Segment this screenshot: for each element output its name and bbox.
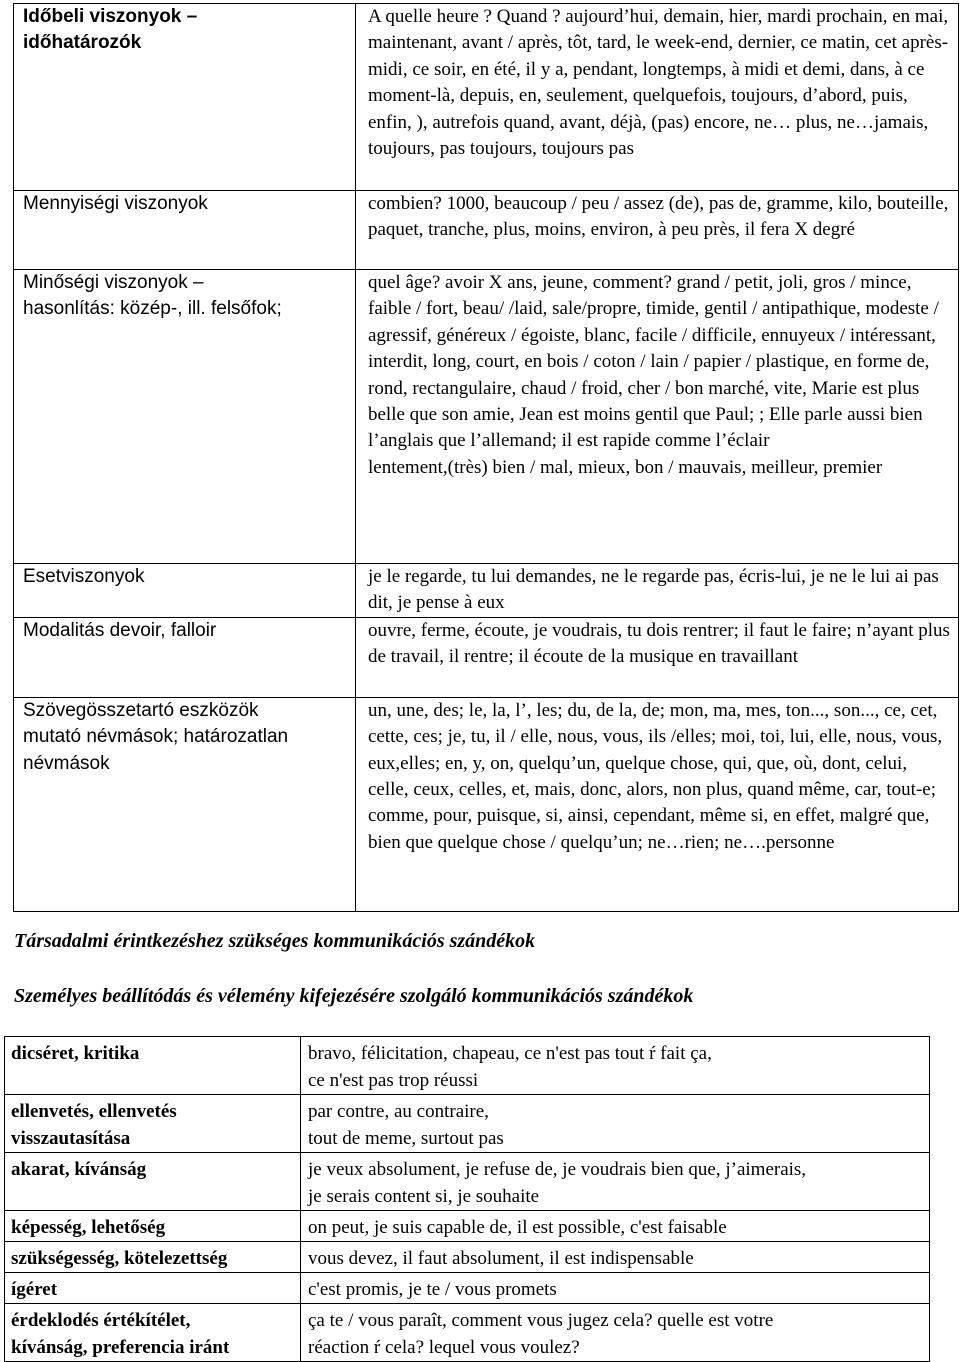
table-row bbox=[14, 697, 959, 911]
table-row bbox=[5, 1273, 930, 1304]
examples-text-extra: lentement,(très) bien / mal, mieux, bon / mauvais, meilleur, premier bbox=[368, 456, 883, 478]
table-row bbox=[14, 564, 959, 618]
examples-text: combien? 1000, beaucoup / peu / assez (de), pas de, gramme, kilo, bouteille, paquet, tranche, plus, moins, environ, à peu près, il fera X degré bbox=[368, 193, 949, 241]
intent-label: kívánság, preferencia iránt bbox=[11, 1337, 230, 1358]
category-label: Minőségi viszonyok – bbox=[23, 272, 204, 293]
intent-phrase: par contre, au contraire, bbox=[308, 1101, 489, 1122]
intent-label-cell bbox=[5, 1037, 301, 1095]
table-row bbox=[5, 1211, 930, 1242]
intent-phrase: bravo, félicitation, chapeau, ce n'est pas tout ŕ fait ça, bbox=[308, 1043, 712, 1064]
intent-phrase: vous devez, il faut absolument, il est indispensable bbox=[308, 1248, 694, 1269]
intent-phrases-cell bbox=[301, 1095, 930, 1153]
grammar-category-cell bbox=[14, 697, 356, 911]
category-label: Időbeli viszonyok – bbox=[23, 6, 198, 27]
intent-label: akarat, kívánság bbox=[11, 1159, 147, 1180]
intent-phrases-cell bbox=[301, 1153, 930, 1211]
section-heading-personal: Személyes beállítódás és vélemény kifejezésére szolgáló kommunikációs szándékok bbox=[14, 985, 694, 1007]
grammar-category-cell bbox=[14, 4, 356, 191]
table-row bbox=[5, 1153, 930, 1211]
intent-phrase: tout de meme, surtout pas bbox=[308, 1128, 504, 1149]
category-label: Modalitás devoir, falloir bbox=[23, 619, 217, 641]
table-row bbox=[5, 1037, 930, 1095]
grammar-table bbox=[13, 3, 959, 912]
intent-phrases-cell bbox=[301, 1037, 930, 1095]
category-label: időhatározók bbox=[23, 32, 142, 54]
examples-text: quel âge? avoir X ans, jeune, comment? grand / petit, joli, gros / mince, faible / fort, beau/ /laid, sale/propre, timide, gentil / antipathique, modeste / agressif, généreux / égoiste, blanc, facile / difficile, ennuyeux / intéressant, interdit, long, court, en bois / coton / lain / papier / plastique, en forme de, rond, rectangulaire, chaud / froid, cher / bon marché, vite, Marie est plus belle que son amie, Jean est moins gentil que Paul; ; Elle parle aussi bien l’anglais que l’allemand; il est rapide comme l’éclair bbox=[368, 272, 939, 452]
table-row bbox=[5, 1095, 930, 1153]
intent-phrases-cell bbox=[301, 1273, 930, 1304]
intent-label-cell bbox=[5, 1095, 301, 1153]
intent-label: szükségesség, kötelezettség bbox=[11, 1248, 228, 1269]
grammar-category-cell bbox=[14, 617, 356, 697]
intent-label-cell bbox=[5, 1304, 301, 1362]
intent-phrases-cell bbox=[301, 1242, 930, 1273]
table-row bbox=[14, 270, 959, 564]
intent-phrase: ça te / vous paraît, comment vous jugez cela? quelle est votre bbox=[308, 1310, 774, 1331]
category-label: hasonlítás: közép-, ill. felsőfok; bbox=[23, 298, 282, 320]
intent-phrase: c'est promis, je te / vous promets bbox=[308, 1279, 557, 1300]
grammar-examples-cell bbox=[356, 697, 959, 911]
intent-table bbox=[4, 1036, 930, 1362]
section-heading-social: Társadalmi érintkezéshez szükséges kommunikációs szándékok bbox=[14, 930, 536, 952]
intent-phrases-cell bbox=[301, 1211, 930, 1242]
intent-label: ellenvetés, ellenvetés bbox=[11, 1101, 177, 1122]
examples-text: je le regarde, tu lui demandes, ne le regarde pas, écris-lui, je ne le lui ai pas dit, je pense à eux bbox=[368, 566, 939, 614]
table-row bbox=[14, 191, 959, 270]
grammar-examples-cell bbox=[356, 564, 959, 618]
intent-phrase: ce n'est pas trop réussi bbox=[308, 1070, 479, 1091]
grammar-examples-cell bbox=[356, 617, 959, 697]
intent-label: ígéret bbox=[11, 1279, 58, 1300]
table-row bbox=[14, 617, 959, 697]
table-row bbox=[5, 1304, 930, 1362]
category-label: Esetviszonyok bbox=[23, 566, 145, 587]
examples-text: un, une, des; le, la, l’, les; du, de la, de; mon, ma, mes, ton..., son..., ce, cet, cette, ces; je, tu, il / elle, nous, vous, ils /elles; moi, toi, lui, elle, nous, vous, eux,elles; en, y, on, quelqu’un, quelque chose, qui, que, où, dont, celui, celle, ceux, celles, et, mais, donc, alors, non plus, quand même, car, tout-e; comme, pour, puisque, si, ainsi, cependant, même si, en effet, malgré que, bien que quelque chose / quelqu’un; ne…rien; ne….personne bbox=[368, 699, 943, 853]
table-row bbox=[14, 4, 959, 191]
intent-phrase: on peut, je suis capable de, il est possible, c'est faisable bbox=[308, 1217, 727, 1238]
category-label: Szövegösszetartó eszközök bbox=[23, 699, 259, 721]
grammar-category-cell bbox=[14, 270, 356, 564]
intent-phrase: je serais content si, je souhaite bbox=[308, 1186, 540, 1207]
examples-text: A quelle heure ? Quand ? aujourd’hui, demain, hier, mardi prochain, en mai, maintenant, avant / après, tôt, tard, le week-end, dernier, ce matin, cet après-midi, ce soir, en été, il y a, pendant, longtemps, à midi et demi, dans, à ce moment-là, depuis, en, seulement, quelquefois, toujours, d’abord, puis, enfin, ), autrefois quand, avant, déjà, (pas) encore, ne… plus, ne…jamais, toujours, pas toujours, toujours pas bbox=[368, 6, 949, 160]
category-label: névmások bbox=[23, 752, 110, 774]
intent-phrase: réaction ŕ cela? lequel vous voulez? bbox=[308, 1337, 580, 1358]
intent-label-cell bbox=[5, 1242, 301, 1273]
category-label: mutató névmások; határozatlan bbox=[23, 726, 289, 748]
grammar-category-cell bbox=[14, 564, 356, 618]
intent-label-cell bbox=[5, 1211, 301, 1242]
grammar-category-cell bbox=[14, 191, 356, 270]
table-row bbox=[5, 1242, 930, 1273]
examples-text: ouvre, ferme, écoute, je voudrais, tu dois rentrer; il faut le faire; n’ayant plus de travail, il rentre; il écoute de la musique en travaillant bbox=[368, 619, 950, 668]
intent-label: érdeklodés értékítélet, bbox=[11, 1310, 191, 1331]
grammar-examples-cell bbox=[356, 191, 959, 270]
intent-label: képesség, lehetőség bbox=[11, 1217, 166, 1238]
intent-label: dicséret, kritika bbox=[11, 1043, 140, 1064]
intent-phrase: je veux absolument, je refuse de, je voudrais bien que, j’aimerais, bbox=[308, 1159, 807, 1180]
intent-label-cell bbox=[5, 1273, 301, 1304]
intent-label-cell bbox=[5, 1153, 301, 1211]
intent-phrases-cell bbox=[301, 1304, 930, 1362]
grammar-examples-cell bbox=[356, 270, 959, 564]
intent-label: visszautasítása bbox=[11, 1128, 131, 1149]
grammar-examples-cell bbox=[356, 4, 959, 191]
category-label: Mennyiségi viszonyok bbox=[23, 193, 208, 214]
